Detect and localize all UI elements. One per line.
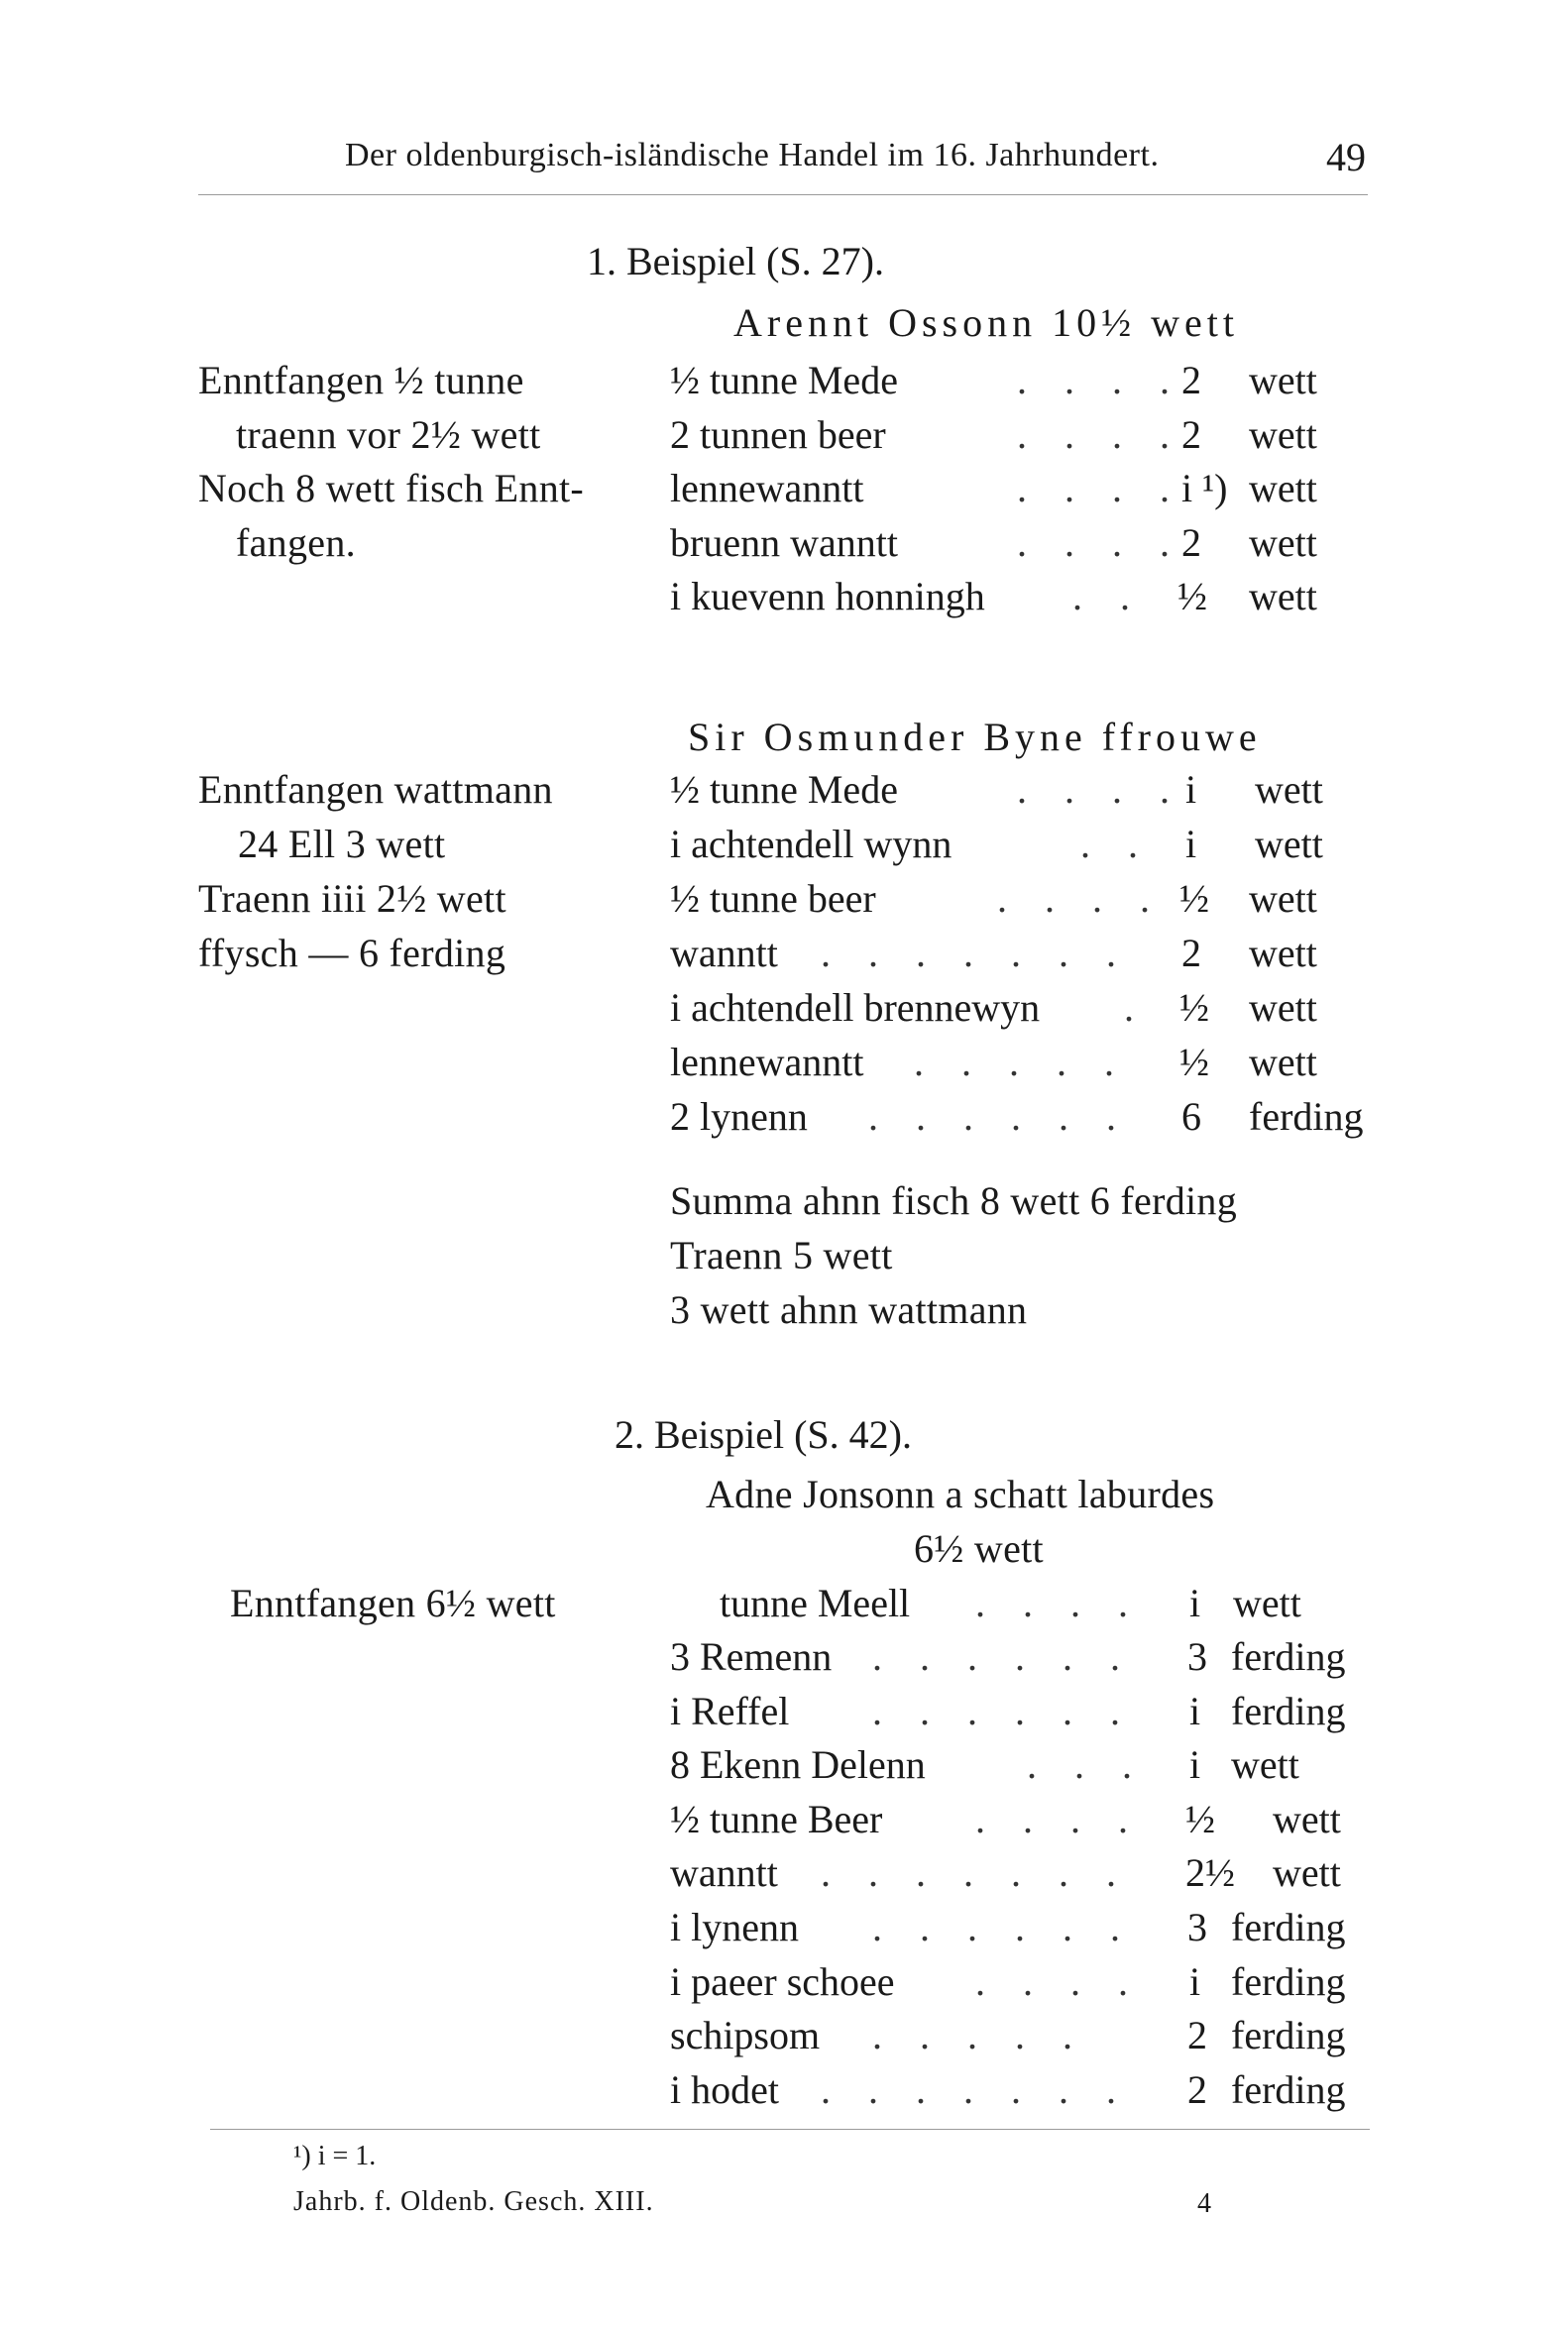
ledger-unit: wett bbox=[1255, 822, 1323, 866]
ledger-amount: 6 bbox=[1181, 1094, 1201, 1139]
ledger-amount: ½ bbox=[1179, 985, 1209, 1030]
example2-side-note: Enntfangen 6½ wett bbox=[230, 1581, 556, 1625]
ledger-amount: 2 bbox=[1181, 520, 1201, 565]
ledger-item: lennewanntt bbox=[670, 466, 864, 510]
ledger-amount: i bbox=[1185, 822, 1197, 866]
ledger-amount: i bbox=[1189, 1742, 1201, 1787]
leader-dots: . . . . . . bbox=[872, 1634, 1134, 1679]
ledger-item: 2 tunnen beer bbox=[670, 412, 886, 457]
ledger-unit: wett bbox=[1249, 466, 1317, 510]
leader-dots: . . . . . . bbox=[872, 1689, 1134, 1733]
footnote-rule bbox=[210, 2129, 1370, 2130]
leader-dots: . . . bbox=[1027, 1742, 1146, 1787]
example1-side-note-line: Enntfangen ½ tunne bbox=[198, 358, 524, 402]
ledger-unit: ferding bbox=[1231, 1634, 1346, 1679]
ledger-amount: i bbox=[1189, 1689, 1201, 1733]
example2-heading-amount: 6½ wett bbox=[914, 1526, 1044, 1571]
ledger-item: ½ tunne Mede bbox=[670, 358, 898, 402]
ledger-item: i achtendell brennewyn bbox=[670, 985, 1041, 1030]
ledger-row bbox=[670, 1849, 1384, 1903]
ledger-unit: ferding bbox=[1231, 2013, 1346, 2057]
ledger-row bbox=[670, 1688, 1384, 1741]
ledger-unit: wett bbox=[1273, 1797, 1341, 1841]
ledger-row bbox=[670, 1741, 1384, 1795]
leader-dots: . . . . . . . bbox=[821, 931, 1130, 975]
ledger-row bbox=[670, 1796, 1384, 1849]
ledger-item: i hodet bbox=[670, 2067, 779, 2112]
ledger-unit: wett bbox=[1233, 1581, 1301, 1625]
leader-dots: . . . . bbox=[975, 1797, 1142, 1841]
ledger-amount: ½ bbox=[1177, 574, 1207, 618]
ledger-unit: ferding bbox=[1231, 1905, 1346, 1949]
ledger-unit: ferding bbox=[1231, 1689, 1346, 1733]
ledger-item: tunne Meell bbox=[720, 1581, 911, 1625]
ledger-row bbox=[670, 573, 1384, 626]
ledger-unit: wett bbox=[1231, 1742, 1299, 1787]
leader-dots: . . . . . . . bbox=[821, 1850, 1130, 1895]
ledger-unit: wett bbox=[1249, 876, 1317, 921]
leader-dots: . . . . bbox=[1017, 358, 1183, 402]
leader-dots: . . . . bbox=[975, 1959, 1142, 2004]
ledger-item: 3 Remenn bbox=[670, 1634, 833, 1679]
ledger-item: schipsom bbox=[670, 2013, 821, 2057]
example1-title: 1. Beispiel (S. 27). bbox=[587, 239, 884, 283]
example2-heading: Adne Jonsonn a schatt laburdes bbox=[706, 1472, 1215, 1516]
ledger-row bbox=[670, 1958, 1384, 2012]
ledger-unit: wett bbox=[1249, 520, 1317, 565]
summary-line: Traenn 5 wett bbox=[670, 1233, 893, 1277]
ledger-amount: 2½ bbox=[1185, 1850, 1235, 1895]
ledger-unit: ferding bbox=[1231, 1959, 1346, 2004]
ledger-row bbox=[670, 2012, 1384, 2065]
example1-part1-heading: Arennt Ossonn 10½ wett bbox=[733, 300, 1239, 345]
ledger-amount: ½ bbox=[1179, 1040, 1209, 1084]
example1-side-note-line: fangen. bbox=[236, 520, 356, 565]
ledger-amount: 2 bbox=[1187, 2067, 1207, 2112]
ledger-unit: wett bbox=[1249, 358, 1317, 402]
leader-dots: . . bbox=[1080, 822, 1152, 866]
page-number: 49 bbox=[1326, 135, 1366, 179]
ledger-row bbox=[670, 1039, 1384, 1092]
ledger-row bbox=[670, 1580, 1384, 1633]
leader-dots: . . . . . . bbox=[868, 1094, 1130, 1139]
header-rule bbox=[198, 194, 1368, 195]
ledger-row bbox=[670, 766, 1384, 820]
ledger-item: i lynenn bbox=[670, 1905, 799, 1949]
ledger-row bbox=[670, 1633, 1384, 1687]
ledger-amount: i bbox=[1189, 1959, 1201, 2004]
leader-dots: . . bbox=[1072, 574, 1144, 618]
ledger-row bbox=[670, 411, 1384, 465]
ledger-unit: wett bbox=[1249, 574, 1317, 618]
signature-left: Jahrb. f. Oldenb. Gesch. XIII. bbox=[293, 2186, 654, 2217]
ledger-amount: 2 bbox=[1181, 931, 1201, 975]
leader-dots: . . . . . bbox=[872, 2013, 1086, 2057]
leader-dots: . . . . . . bbox=[872, 1905, 1134, 1949]
example1-part2-heading: Sir Osmunder Byne ffrouwe bbox=[688, 715, 1262, 759]
ledger-unit: wett bbox=[1249, 412, 1317, 457]
ledger-item: lennewanntt bbox=[670, 1040, 864, 1084]
footnote: ¹) i = 1. bbox=[293, 2141, 377, 2171]
example1-part2-side-note-line: Enntfangen wattmann bbox=[198, 767, 553, 812]
leader-dots: . . . . . bbox=[914, 1040, 1128, 1084]
ledger-row bbox=[670, 984, 1384, 1038]
ledger-amount: ½ bbox=[1179, 876, 1209, 921]
leader-dots: . . . . bbox=[1017, 412, 1183, 457]
ledger-item: 8 Ekenn Delenn bbox=[670, 1742, 926, 1787]
example1-side-note-line: traenn vor 2½ wett bbox=[236, 412, 541, 457]
ledger-item: ½ tunne Beer bbox=[670, 1797, 883, 1841]
ledger-item: bruenn wanntt bbox=[670, 520, 898, 565]
ledger-row bbox=[670, 2066, 1384, 2120]
ledger-row bbox=[670, 465, 1384, 518]
ledger-row bbox=[670, 1093, 1384, 1147]
ledger-amount: 2 bbox=[1181, 412, 1201, 457]
leader-dots: . . . . bbox=[1017, 466, 1183, 510]
ledger-row bbox=[670, 930, 1384, 983]
example1-part2-side-note-line: Traenn iiii 2½ wett bbox=[198, 876, 506, 921]
ledger-unit: wett bbox=[1249, 1040, 1317, 1084]
leader-dots: . . . . bbox=[997, 876, 1164, 921]
leader-dots: . . . . bbox=[1017, 767, 1183, 812]
ledger-row bbox=[670, 1904, 1384, 1957]
summary-line: Summa ahnn fisch 8 wett 6 ferding bbox=[670, 1178, 1238, 1223]
ledger-amount: 3 bbox=[1187, 1905, 1207, 1949]
example1-part2-side-note-line: 24 Ell 3 wett bbox=[238, 822, 446, 866]
signature-right: 4 bbox=[1197, 2188, 1212, 2219]
ledger-amount: 2 bbox=[1181, 358, 1201, 402]
ledger-amount: ½ bbox=[1185, 1797, 1215, 1841]
ledger-amount: 2 bbox=[1187, 2013, 1207, 2057]
ledger-item: i Reffel bbox=[670, 1689, 790, 1733]
example2-title: 2. Beispiel (S. 42). bbox=[615, 1412, 912, 1457]
running-title: Der oldenburgisch-isländische Handel im 16. Jahrhundert. bbox=[345, 137, 1160, 173]
ledger-row bbox=[670, 875, 1384, 929]
ledger-unit: ferding bbox=[1249, 1094, 1364, 1139]
ledger-unit: wett bbox=[1273, 1850, 1341, 1895]
ledger-item: i achtendell wynn bbox=[670, 822, 952, 866]
ledger-item: wanntt bbox=[670, 1850, 778, 1895]
ledger-item: i kuevenn honningh bbox=[670, 574, 985, 618]
ledger-row bbox=[670, 821, 1384, 874]
ledger-amount: 3 bbox=[1187, 1634, 1207, 1679]
ledger-row bbox=[670, 519, 1384, 573]
summary-line: 3 wett ahnn wattmann bbox=[670, 1287, 1028, 1332]
ledger-item: ½ tunne beer bbox=[670, 876, 876, 921]
leader-dots: . . . . . . . bbox=[821, 2067, 1130, 2112]
ledger-row bbox=[670, 357, 1384, 410]
leader-dots: . bbox=[1124, 985, 1148, 1030]
leader-dots: . . . . bbox=[975, 1581, 1142, 1625]
ledger-item: ½ tunne Mede bbox=[670, 767, 898, 812]
ledger-unit: ferding bbox=[1231, 2067, 1346, 2112]
ledger-item: i paeer schoee bbox=[670, 1959, 895, 2004]
ledger-unit: wett bbox=[1249, 931, 1317, 975]
ledger-unit: wett bbox=[1255, 767, 1323, 812]
example1-side-note-line: Noch 8 wett fisch Ennt- bbox=[198, 466, 585, 510]
ledger-unit: wett bbox=[1249, 985, 1317, 1030]
ledger-item: 2 lynenn bbox=[670, 1094, 808, 1139]
example1-part2-side-note-line: ffysch — 6 ferding bbox=[198, 931, 506, 975]
ledger-item: wanntt bbox=[670, 931, 778, 975]
ledger-amount: i bbox=[1185, 767, 1197, 812]
ledger-amount: i ¹) bbox=[1181, 466, 1228, 510]
leader-dots: . . . . bbox=[1017, 520, 1183, 565]
ledger-amount: i bbox=[1189, 1581, 1201, 1625]
